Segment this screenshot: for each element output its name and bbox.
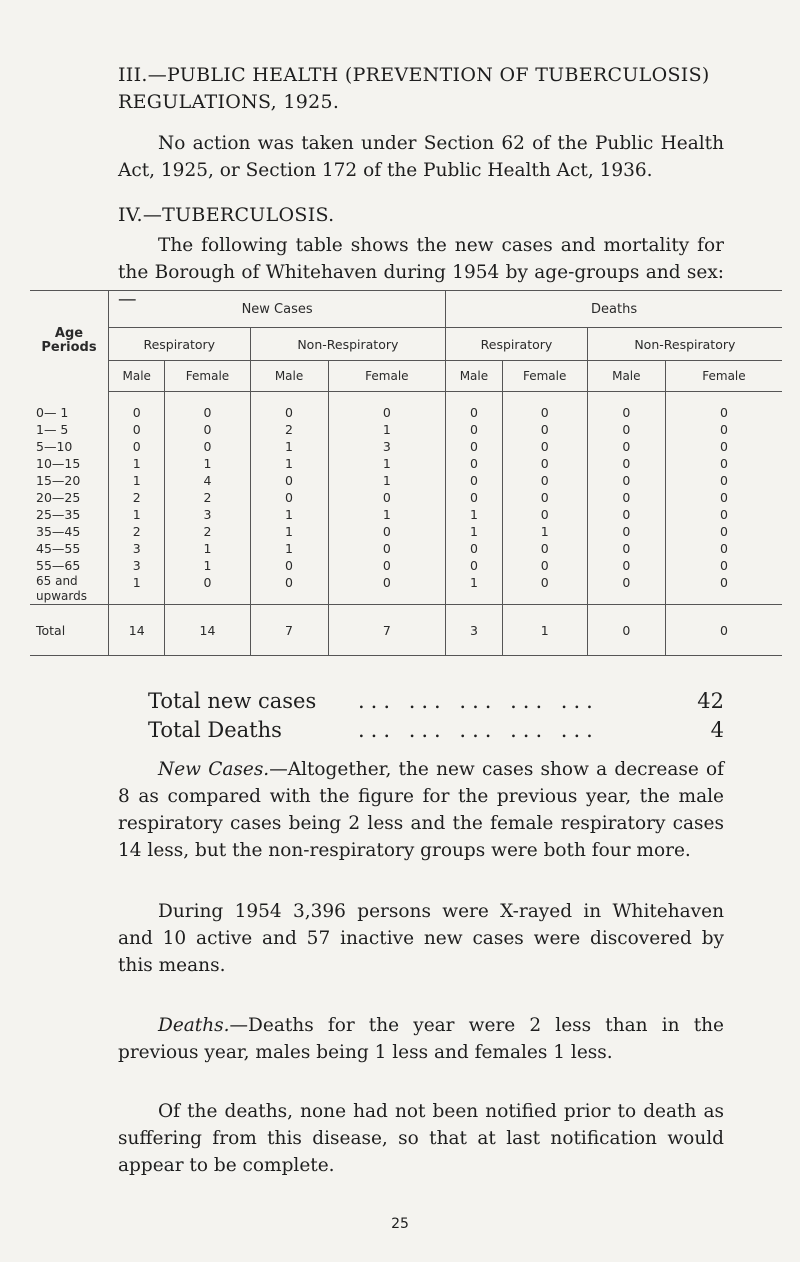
- age-period-cell: 55—65: [36, 558, 81, 573]
- value-cell: 0: [446, 557, 502, 574]
- total-new-cases-line: [148, 687, 724, 715]
- total-new-cases-label: Total new cases: [148, 689, 317, 713]
- age-period-cell: 45—55: [36, 541, 81, 556]
- value-cell: 1: [446, 506, 502, 523]
- table-body: [30, 392, 782, 656]
- value-cell: 0: [446, 472, 502, 489]
- deaths-header: Deaths: [446, 291, 782, 328]
- value-cell: 0: [328, 523, 446, 540]
- value-cell: 0: [446, 540, 502, 557]
- male-header: Male: [109, 361, 165, 392]
- value-cell: 0: [165, 574, 250, 605]
- age-period-cell: 15—20: [36, 473, 81, 488]
- value-cell: 0: [665, 438, 782, 455]
- female-header: Female: [165, 361, 250, 392]
- value-cell: 0: [502, 421, 587, 438]
- value-cell: 0: [446, 489, 502, 506]
- value-cell: 0: [665, 523, 782, 540]
- value-cell: 0: [165, 438, 250, 455]
- value-cell: 0: [502, 574, 587, 605]
- value-cell: 0: [328, 392, 446, 422]
- value-cell: 0: [250, 489, 328, 506]
- value-cell: 0: [665, 506, 782, 523]
- value-cell: 1: [109, 574, 165, 605]
- value-cell: 0: [446, 421, 502, 438]
- table-row: [30, 557, 782, 574]
- value-cell: 0: [165, 421, 250, 438]
- value-cell: 1: [446, 523, 502, 540]
- value-cell: 1: [328, 421, 446, 438]
- age-period-cell: 10—15: [36, 456, 81, 471]
- value-cell: 0: [328, 557, 446, 574]
- value-cell: 0: [665, 574, 782, 605]
- table-row: [30, 392, 782, 422]
- total-new-cases-value: 42: [697, 689, 724, 713]
- new-cases-header: New Cases: [109, 291, 446, 328]
- value-cell: 0: [665, 392, 782, 422]
- value-cell: 0: [587, 438, 665, 455]
- total-deaths-line: [148, 716, 724, 744]
- notification-paragraph: Of the deaths, none had not been notified prior to death as suffering from this disease, so that at last notification would appear to be complete.: [118, 1101, 724, 1176]
- value-cell: 2: [109, 489, 165, 506]
- value-cell: 0: [665, 557, 782, 574]
- total-cell: 0: [665, 605, 782, 656]
- value-cell: 1: [446, 574, 502, 605]
- total-cell: 0: [587, 605, 665, 656]
- value-cell: 0: [502, 472, 587, 489]
- value-cell: 2: [165, 523, 250, 540]
- age-period-cell: 0— 1: [36, 404, 69, 420]
- value-cell: 1: [109, 506, 165, 523]
- value-cell: 0: [446, 392, 502, 422]
- value-cell: 0: [665, 472, 782, 489]
- value-cell: 1: [109, 455, 165, 472]
- xray-paragraph: During 1954 3,396 persons were X-rayed in Whitehaven and 10 active and 57 inactive new cases were discovered by this means.: [118, 901, 724, 976]
- leader-dots: ... ... ... ... ...: [358, 689, 599, 713]
- female-header: Female: [328, 361, 446, 392]
- value-cell: 3: [165, 506, 250, 523]
- value-cell: 0: [502, 455, 587, 472]
- value-cell: 0: [587, 421, 665, 438]
- table-row: [30, 540, 782, 557]
- table-row: [30, 438, 782, 455]
- value-cell: 0: [328, 574, 446, 605]
- value-cell: 0: [502, 540, 587, 557]
- value-cell: 1: [165, 540, 250, 557]
- new-cases-paragraph: [118, 756, 724, 864]
- value-cell: 1: [250, 540, 328, 557]
- value-cell: 1: [502, 523, 587, 540]
- total-deaths-label: Total Deaths: [148, 718, 282, 742]
- value-cell: 3: [109, 540, 165, 557]
- total-cell: 3: [446, 605, 502, 656]
- value-cell: 0: [665, 455, 782, 472]
- male-header: Male: [587, 361, 665, 392]
- value-cell: 3: [109, 557, 165, 574]
- total-cell: 14: [109, 605, 165, 656]
- value-cell: 0: [587, 489, 665, 506]
- age-period-cell: 35—45: [36, 524, 81, 539]
- value-cell: 0: [587, 523, 665, 540]
- value-cell: 0: [502, 506, 587, 523]
- value-cell: 0: [502, 392, 587, 422]
- section-4-intro: The following table shows the new cases and mortality for the Borough of Whitehaven during 1954 by age-groups and sex: —: [118, 235, 724, 310]
- value-cell: 0: [165, 392, 250, 422]
- value-cell: 1: [328, 506, 446, 523]
- value-cell: 0: [665, 489, 782, 506]
- table-row: [30, 455, 782, 472]
- table-row: [30, 574, 782, 605]
- total-cell: 7: [328, 605, 446, 656]
- value-cell: 0: [250, 472, 328, 489]
- total-cell: 14: [165, 605, 250, 656]
- value-cell: 1: [109, 472, 165, 489]
- value-cell: 0: [328, 540, 446, 557]
- age-period-cell: 5—10: [36, 439, 73, 454]
- value-cell: 0: [109, 392, 165, 422]
- female-header: Female: [665, 361, 782, 392]
- value-cell: 1: [328, 455, 446, 472]
- age-period-cell: 20—25: [36, 490, 81, 505]
- deaths-paragraph: [118, 1012, 724, 1066]
- total-deaths-value: 4: [710, 718, 724, 742]
- new-cases-text: —Altogether, the new cases show a decrease of 8 as compared with the figure for the previous year, the male respiratory cases being 2 less and the female respiratory cases 14 less, but the non-respiratory groups were both four more.: [118, 759, 724, 861]
- value-cell: 0: [109, 438, 165, 455]
- new-respiratory-header: Respiratory: [109, 328, 251, 361]
- value-cell: 1: [250, 523, 328, 540]
- value-cell: 0: [502, 438, 587, 455]
- table-row: [30, 472, 782, 489]
- value-cell: 1: [328, 472, 446, 489]
- value-cell: 0: [665, 540, 782, 557]
- male-header: Male: [250, 361, 328, 392]
- table-row: [30, 506, 782, 523]
- value-cell: 1: [250, 506, 328, 523]
- value-cell: 0: [328, 489, 446, 506]
- male-header: Male: [446, 361, 502, 392]
- value-cell: 1: [250, 455, 328, 472]
- value-cell: 0: [446, 438, 502, 455]
- age-period-cell: 25—35: [36, 507, 81, 522]
- value-cell: 2: [109, 523, 165, 540]
- value-cell: 0: [446, 455, 502, 472]
- value-cell: 0: [587, 472, 665, 489]
- age-periods-header: Age Periods: [30, 291, 109, 392]
- value-cell: 1: [165, 557, 250, 574]
- female-header: Female: [502, 361, 587, 392]
- value-cell: 0: [587, 455, 665, 472]
- value-cell: 0: [250, 574, 328, 605]
- tuberculosis-table: [30, 290, 782, 656]
- page-number: 25: [391, 1216, 409, 1232]
- deaths-non-respiratory-header: Non-Respiratory: [587, 328, 782, 361]
- value-cell: 2: [165, 489, 250, 506]
- total-row: [30, 605, 782, 656]
- value-cell: 0: [587, 557, 665, 574]
- deaths-respiratory-header: Respiratory: [446, 328, 588, 361]
- value-cell: 0: [250, 392, 328, 422]
- new-cases-title: New Cases.: [158, 759, 270, 780]
- value-cell: 0: [665, 421, 782, 438]
- value-cell: 3: [328, 438, 446, 455]
- value-cell: 1: [165, 455, 250, 472]
- table-row: [30, 421, 782, 438]
- deaths-title: Deaths.: [158, 1015, 230, 1036]
- value-cell: 0: [502, 489, 587, 506]
- new-non-respiratory-header: Non-Respiratory: [250, 328, 446, 361]
- value-cell: 0: [250, 557, 328, 574]
- total-cell: 7: [250, 605, 328, 656]
- age-period-cell: 65 and upwards: [36, 574, 87, 603]
- value-cell: 0: [587, 574, 665, 605]
- value-cell: 0: [587, 392, 665, 422]
- age-period-cell: 1— 5: [36, 422, 69, 437]
- section-3-heading: III.—PUBLIC HEALTH (PREVENTION OF TUBERCULOSIS) REGULATIONS, 1925.: [118, 64, 710, 113]
- value-cell: 0: [587, 506, 665, 523]
- deaths-text: —Deaths for the year were 2 less than in the previous year, males being 1 less and females 1 less.: [118, 1015, 724, 1063]
- section-4-heading: IV.—TUBERCULOSIS.: [118, 204, 335, 226]
- value-cell: 0: [502, 557, 587, 574]
- table-row: [30, 489, 782, 506]
- value-cell: 0: [587, 540, 665, 557]
- table-row: [30, 523, 782, 540]
- value-cell: 0: [109, 421, 165, 438]
- value-cell: 4: [165, 472, 250, 489]
- leader-dots: ... ... ... ... ...: [358, 718, 599, 742]
- value-cell: 1: [250, 438, 328, 455]
- section-3-text: No action was taken under Section 62 of the Public Health Act, 1925, or Section 172 of the Public Health Act, 1936.: [118, 133, 724, 181]
- total-label: Total: [30, 605, 109, 656]
- total-cell: 1: [502, 605, 587, 656]
- value-cell: 2: [250, 421, 328, 438]
